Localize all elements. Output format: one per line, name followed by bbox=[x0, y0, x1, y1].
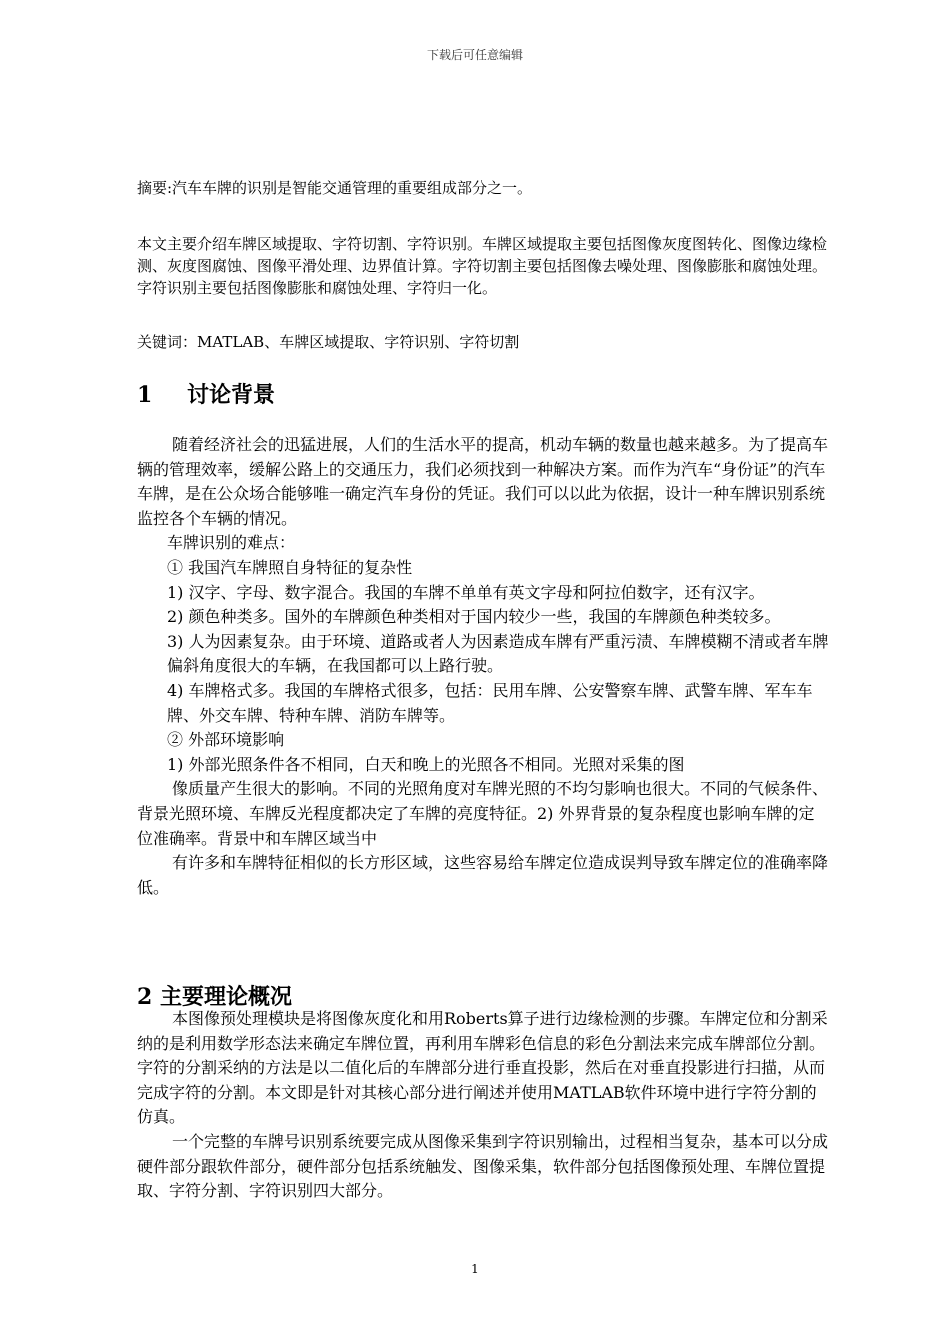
difficulty-item-2: 2) 颜色种类多。国外的车牌颜色种类相对于国内较少一些，我国的车牌颜色种类较多。 bbox=[167, 607, 781, 627]
difficulty-category-1: ① 我国汽车牌照自身特征的复杂性 bbox=[167, 557, 413, 577]
environment-item-1b: 像质量产生很大的影响。不同的光照角度对车牌光照的不均匀影响也很大。不同的气候条件、背景光照环境、车牌反光程度都决定了车牌的亮度特征。2) 外界背景的复杂程度也影响车牌的定位准确率。背景中和车牌区域当中 bbox=[137, 779, 829, 848]
difficulty-item-1: 1) 汉字、字母、数字混合。我国的车牌不单单有英文字母和阿拉伯数字，还有汉字。 bbox=[167, 582, 765, 602]
section1-paragraph: 随着经济社会的迅猛进展，人们的生活水平的提高，机动车辆的数量也越来越多。为了提高车辆的管理效率，缓解公路上的交通压力，我们必须找到一种解决方案。而作为汽车“身份证”的汽车车牌，是在公众场合能够唯一确定汽车身份的凭证。我们可以以此为依据，设计一种车牌识别系统监控各个车辆的情况。 bbox=[137, 435, 829, 528]
difficulty-category-2: ② 外部环境影响 bbox=[167, 730, 285, 750]
page-number: 1 bbox=[471, 1262, 479, 1276]
section1-title: 讨论背景 bbox=[187, 382, 276, 408]
section1-body bbox=[137, 433, 829, 900]
keywords: 关键词：MATLAB、车牌区域提取、字符识别、字符切割 bbox=[137, 333, 520, 351]
difficulty-heading: 车牌识别的难点： bbox=[167, 533, 296, 553]
section2-body bbox=[137, 1007, 829, 1204]
abstract: 摘要:汽车车牌的识别是智能交通管理的重要组成部分之一。 bbox=[137, 179, 533, 197]
environment-item-2: 有许多和车牌特征相似的长方形区域，这些容易给车牌定位造成误判导致车牌定位的准确率降低。 bbox=[137, 853, 829, 897]
intro-paragraph: 本文主要介绍车牌区域提取、字符切割、字符识别。车牌区域提取主要包括图像灰度图转化、图像边缘检测、灰度图腐蚀、图像平滑处理、边界值计算。字符切割主要包括图像去噪处理、图像膨胀和腐蚀处理。字符识别主要包括图像膨胀和腐蚀处理、字符归一化。 bbox=[137, 235, 828, 297]
difficulty-item-4: 4) 车牌格式多。我国的车牌格式很多，包括：民用车牌、公安警察车牌、武警车牌、军车车牌、外交车牌、特种车牌、消防车牌等。 bbox=[167, 680, 813, 725]
section2-heading: 2 主要理论概况 bbox=[137, 984, 292, 1010]
section2-paragraph-1: 本图像预处理模块是将图像灰度化和用Roberts算子进行边缘检测的步骤。车牌定位和分割采纳的是利用数学形态法来确定车牌位置，再利用车牌彩色信息的彩色分割法来完成车牌部位分割。字符的分割采纳的方法是以二值化后的车牌部分进行垂直投影，然后在对垂直投影进行扫描，从而完成字符的分割。本文即是针对其核心部分进行阐述并使用MATLAB软件环境中进行字符分割的仿真。 bbox=[137, 1009, 828, 1127]
section1-heading bbox=[137, 380, 829, 410]
section1-number: 1 bbox=[137, 382, 153, 408]
section2-paragraph-2: 一个完整的车牌号识别系统要完成从图像采集到字符识别输出，过程相当复杂，基本可以分成硬件部分跟软件部分，硬件部分包括系统触发、图像采集，软件部分包括图像预处理、车牌位置提取、字符分割、字符识别四大部分。 bbox=[137, 1131, 829, 1201]
environment-item-1a: 1) 外部光照条件各不相同，白天和晚上的光照各不相同。光照对采集的图 bbox=[167, 754, 685, 774]
difficulty-item-3: 3) 人为因素复杂。由于环境、道路或者人为因素造成车牌有严重污渍、车牌模糊不清或者车牌偏斜角度很大的车辆，在我国都可以上路行驶。 bbox=[167, 631, 829, 676]
page-header: 下载后可任意编辑 bbox=[426, 48, 523, 62]
